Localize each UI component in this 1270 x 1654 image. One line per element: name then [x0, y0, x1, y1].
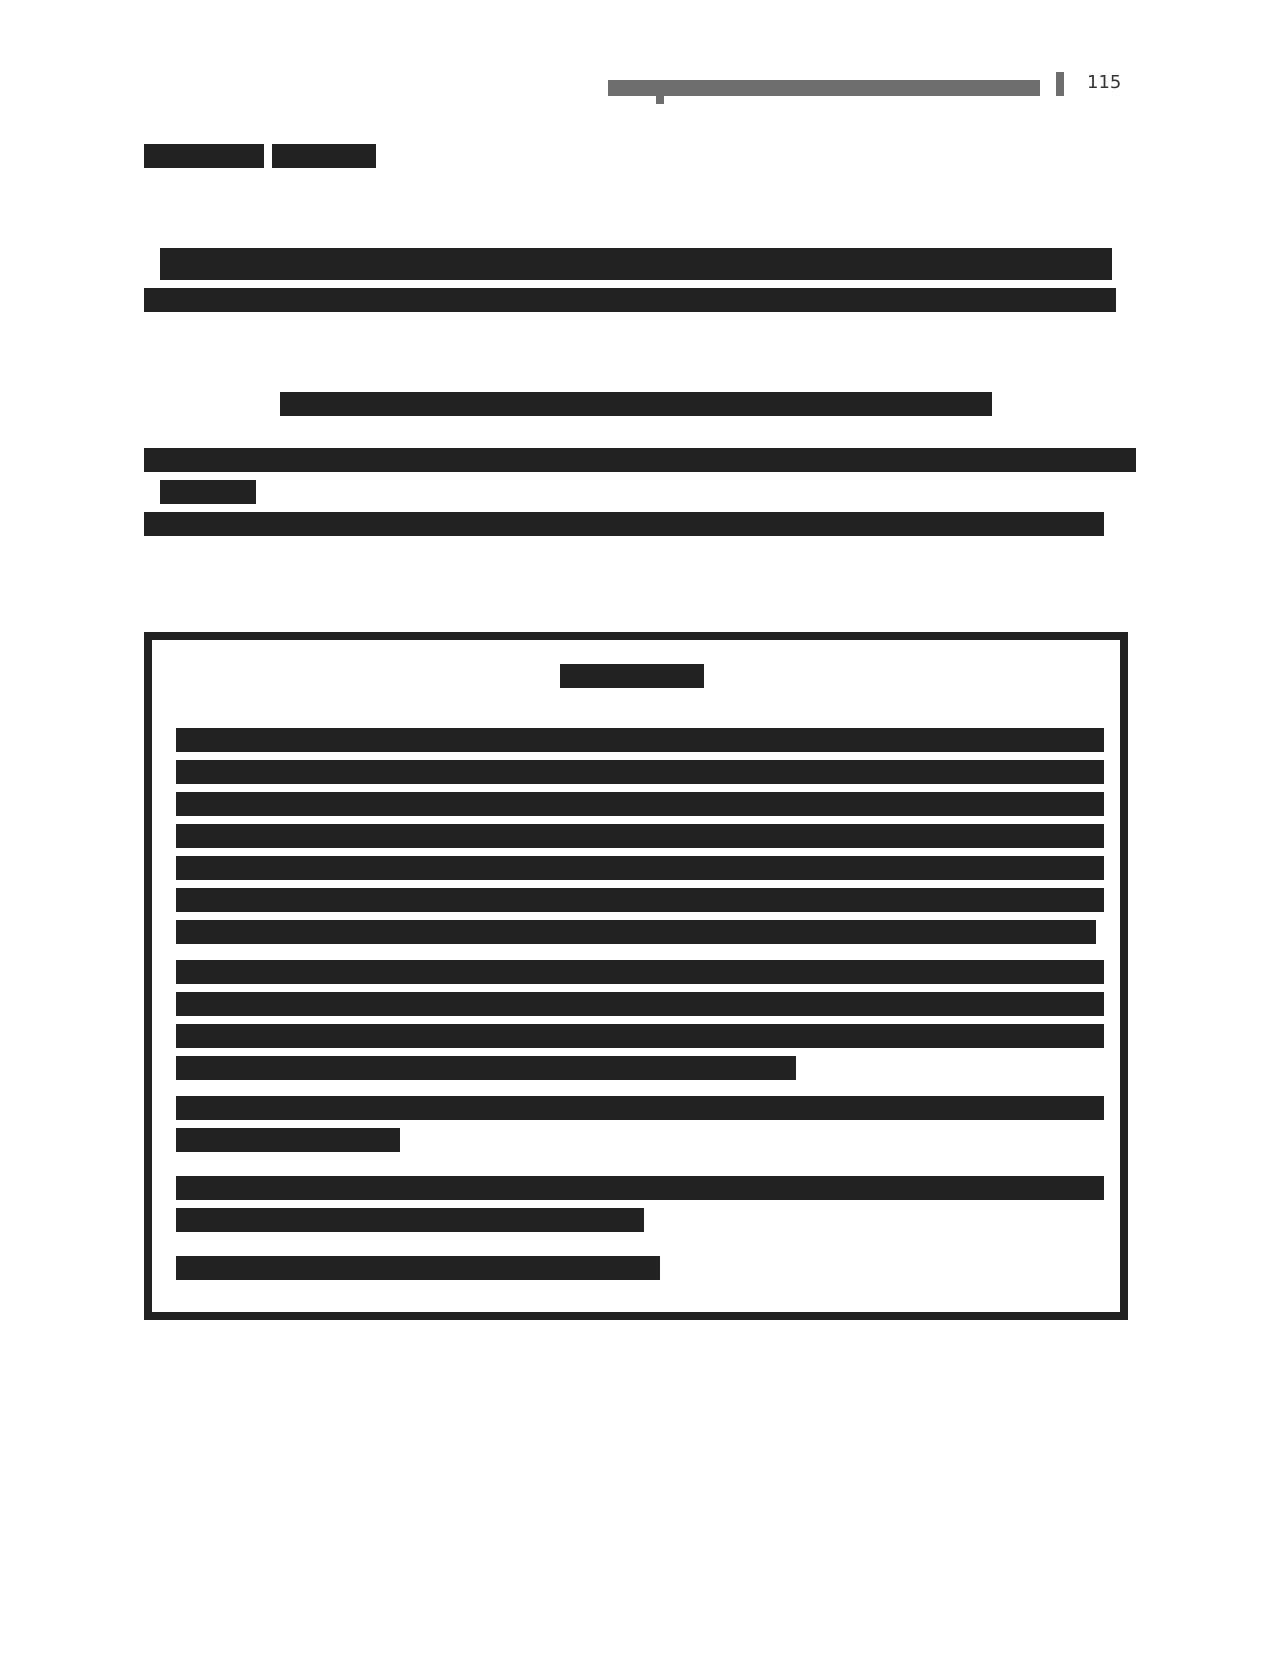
- running-header: [608, 80, 1040, 96]
- abstract-p3-line: [176, 1128, 400, 1152]
- affiliation-2: [144, 512, 1104, 536]
- affiliation-1-continued: [160, 480, 256, 504]
- affiliation-1: [144, 448, 1136, 472]
- abstract-p1-line: [176, 792, 1104, 816]
- abstract-p2-line: [176, 960, 1104, 984]
- section-label: [144, 144, 264, 168]
- article-title-line-2: [144, 288, 1116, 312]
- abstract-heading: [560, 664, 704, 688]
- abstract-p4-line: [176, 1176, 1104, 1200]
- abstract-p2-line: [176, 992, 1104, 1016]
- abstract-p1-line: [176, 824, 1104, 848]
- abstract-p1-line: [176, 760, 1104, 784]
- abstract-p1-line: [176, 888, 1104, 912]
- article-title-line-1: [160, 248, 1112, 280]
- author-list: [280, 392, 992, 416]
- abstract-p2-line: [176, 1024, 1104, 1048]
- section-label-word-2: [272, 144, 376, 168]
- running-header-descender: [656, 96, 664, 104]
- abstract-p3-line: [176, 1096, 1104, 1120]
- abstract-p1-line: [176, 856, 1104, 880]
- abstract-p2-line: [176, 1056, 796, 1080]
- abstract-p1-line: [176, 920, 1096, 944]
- abstract-p1-line: [176, 728, 1104, 752]
- abstract-p5-line: [176, 1256, 660, 1280]
- abstract-p4-line: [176, 1208, 644, 1232]
- page-number: 115: [1087, 72, 1122, 93]
- header-divider-bar: [1056, 72, 1064, 96]
